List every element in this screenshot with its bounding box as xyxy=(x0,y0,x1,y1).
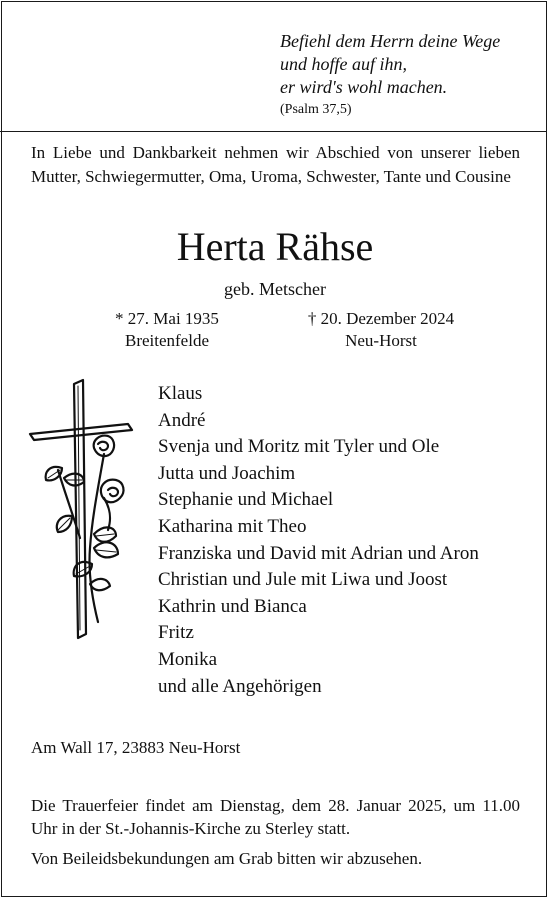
death-date: † 20. Dezember 2024 xyxy=(307,309,455,328)
birth-date: * 27. Mai 1935 xyxy=(115,309,219,328)
list-item: André xyxy=(158,409,206,431)
cross-with-roses-icon xyxy=(28,378,138,640)
death-info xyxy=(290,308,472,352)
deceased-name: Herta Rähse xyxy=(176,224,374,269)
list-item: Fritz xyxy=(158,622,194,644)
list-item: Klaus xyxy=(158,383,203,404)
list-item: Jutta und Joachim xyxy=(158,462,296,484)
mourners-list xyxy=(158,381,479,700)
list-item: Kathrin und Bianca xyxy=(158,595,307,617)
birth-place: Breitenfelde xyxy=(124,331,209,350)
list-item: Christian und Jule mit Liwa und Joost xyxy=(158,569,448,591)
verse-line: er wird's wohl machen. xyxy=(280,77,448,97)
funeral-service-text: Die Trauerfeier findet am Dienstag, dem 28. Januar 2025, um 11.00 Uhr in der St.-Johannis-Kirche zu Sterley statt. xyxy=(31,796,520,838)
list-item: Monika xyxy=(158,648,218,670)
birth-info xyxy=(92,308,242,352)
list-item: Franziska und David mit Adrian und Aron xyxy=(158,542,479,564)
verse-reference: (Psalm 37,5) xyxy=(280,102,352,117)
intro-text: In Liebe und Dankbarkeit nehmen wir Abschied von unserer lieben Mutter, Schwiegermutter, Oma, Uroma, Schwester, Tante und Cousine xyxy=(31,143,520,186)
list-item: Svenja und Moritz mit Tyler und Ole xyxy=(158,436,440,458)
family-address: Am Wall 17, 23883 Neu-Horst xyxy=(31,738,241,757)
bible-verse xyxy=(280,30,500,120)
list-item: Katharina mit Theo xyxy=(158,515,307,537)
verse-line: und hoffe auf ihn, xyxy=(280,54,407,74)
condolence-note: Von Beileidsbekundungen am Grab bitten wir abzusehen. xyxy=(31,849,423,868)
verse-line: Befiehl dem Herrn deine Wege xyxy=(280,31,501,51)
list-item: Stephanie und Michael xyxy=(158,489,334,511)
divider-line xyxy=(0,131,546,132)
list-item: und alle Angehörigen xyxy=(158,675,322,697)
maiden-name: geb. Metscher xyxy=(224,279,326,299)
death-place: Neu-Horst xyxy=(345,331,417,350)
